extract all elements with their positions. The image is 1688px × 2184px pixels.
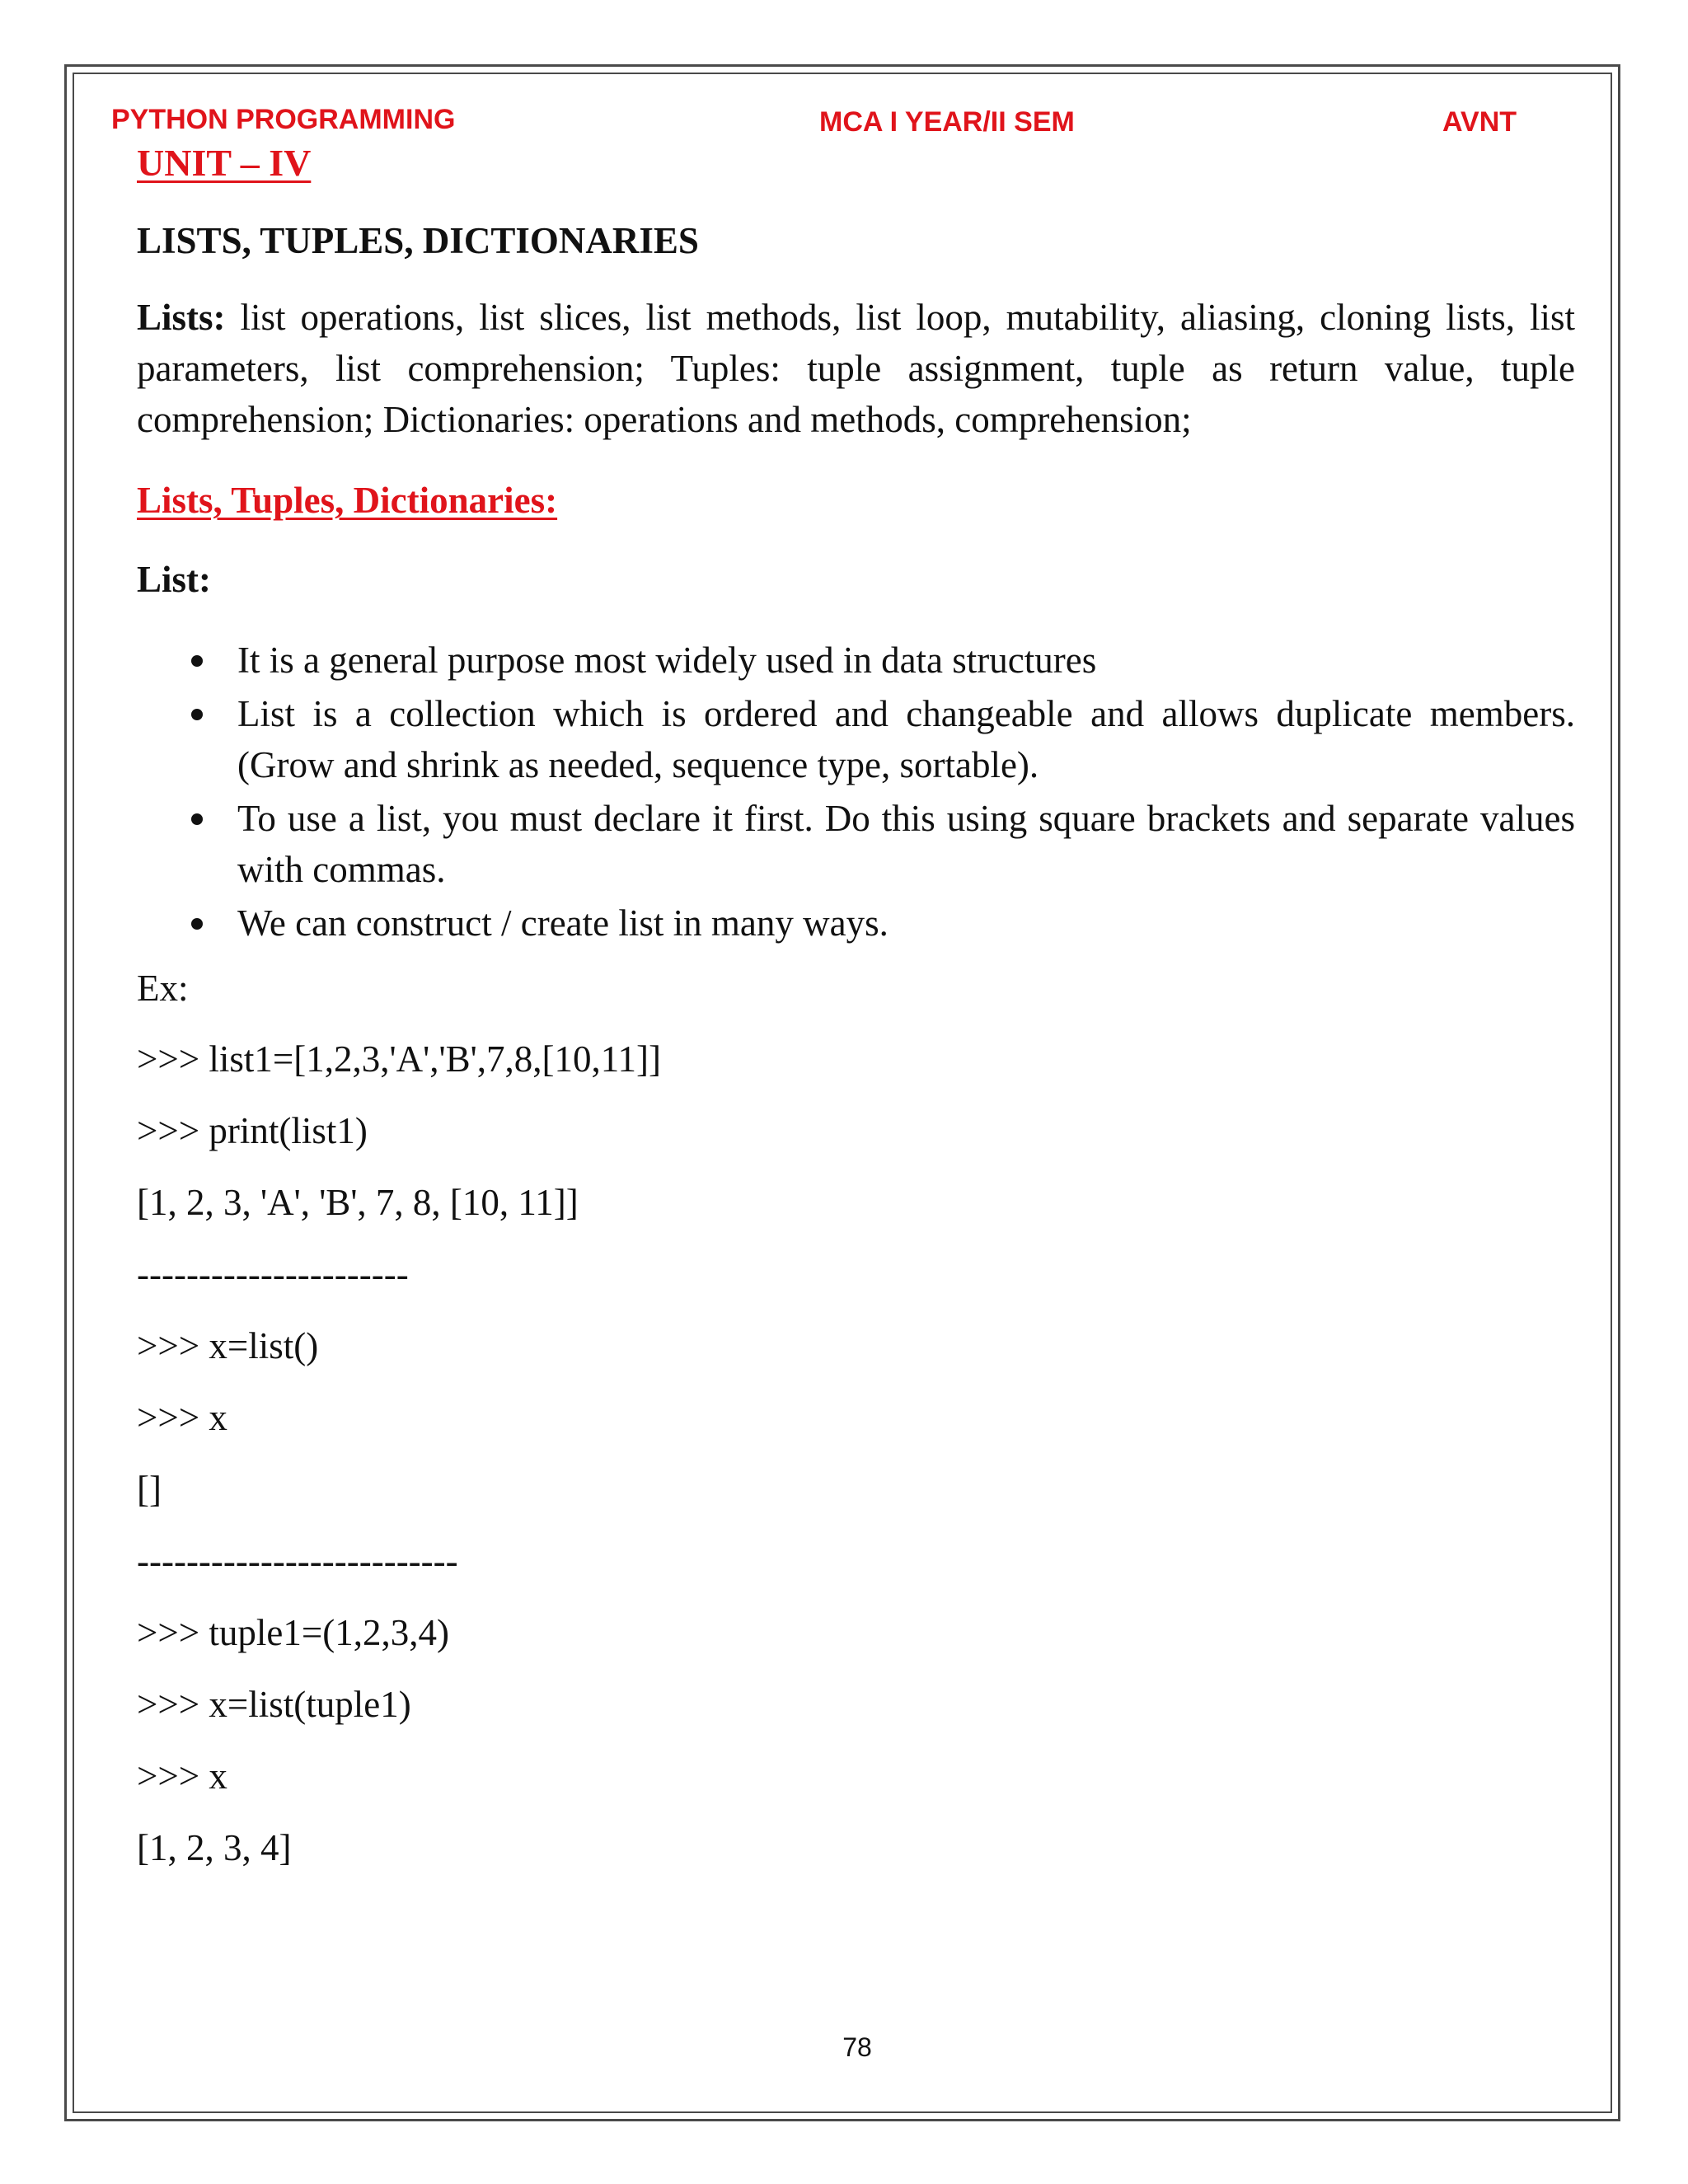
code-line: >>> tuple1=(1,2,3,4) <box>137 1612 449 1653</box>
code-line: [1, 2, 3, 4] <box>137 1827 292 1868</box>
bullet-text: We can construct / create list in many ways. <box>237 902 889 944</box>
list-item <box>137 635 1575 686</box>
bullet-icon <box>191 813 203 825</box>
main-title: LISTS, TUPLES, DICTIONARIES <box>137 220 699 261</box>
list-item <box>137 898 1575 949</box>
list-item <box>137 793 1575 895</box>
syllabus-label: Lists: <box>137 297 226 338</box>
list-heading: List: <box>137 559 211 600</box>
unit-title: UNIT – IV <box>137 142 312 184</box>
code-line: >>> list1=[1,2,3,'A','B',7,8,[10,11]] <box>137 1038 661 1080</box>
bullet-text: List is a collection which is ordered and changeable and allows duplicate members. (Grow and shrink as needed, sequence type, sortable). <box>237 693 1575 785</box>
code-separator: ---------------------- <box>137 1254 409 1295</box>
bullet-icon <box>191 655 203 667</box>
code-line: [1, 2, 3, 'A', 'B', 7, 8, [10, 11]] <box>137 1182 579 1223</box>
syllabus-text: list operations, list slices, list methods, list loop, mutability, aliasing, cloning lists, list parameters, list comprehension; Tuples: tuple assignment, tuple as return value, tuple comprehension; Dictionaries: operations and methods, comprehension; <box>137 297 1575 440</box>
example-label: Ex: <box>137 968 189 1009</box>
page-number: 78 <box>842 2032 872 2062</box>
code-line: [] <box>137 1469 162 1510</box>
code-separator: -------------------------- <box>137 1540 458 1582</box>
bullet-text: It is a general purpose most widely used in data structures <box>237 640 1097 681</box>
header-course: PYTHON PROGRAMMING <box>111 104 456 135</box>
header-author: AVNT <box>1442 106 1517 138</box>
bullet-list <box>137 635 1575 951</box>
syllabus-paragraph <box>137 292 1575 445</box>
code-line: >>> print(list1) <box>137 1110 368 1151</box>
code-line: >>> x <box>137 1397 227 1438</box>
bullet-text: To use a list, you must declare it first. Do this using square brackets and separate values with commas. <box>237 798 1575 890</box>
header-year: MCA I YEAR/II SEM <box>819 106 1075 138</box>
list-item <box>137 688 1575 790</box>
code-line: >>> x=list(tuple1) <box>137 1684 411 1725</box>
bullet-icon <box>191 709 203 720</box>
code-line: >>> x=list() <box>137 1325 319 1366</box>
bullet-icon <box>191 918 203 930</box>
code-line: >>> x <box>137 1755 227 1797</box>
section-title: Lists, Tuples, Dictionaries: <box>137 480 558 521</box>
